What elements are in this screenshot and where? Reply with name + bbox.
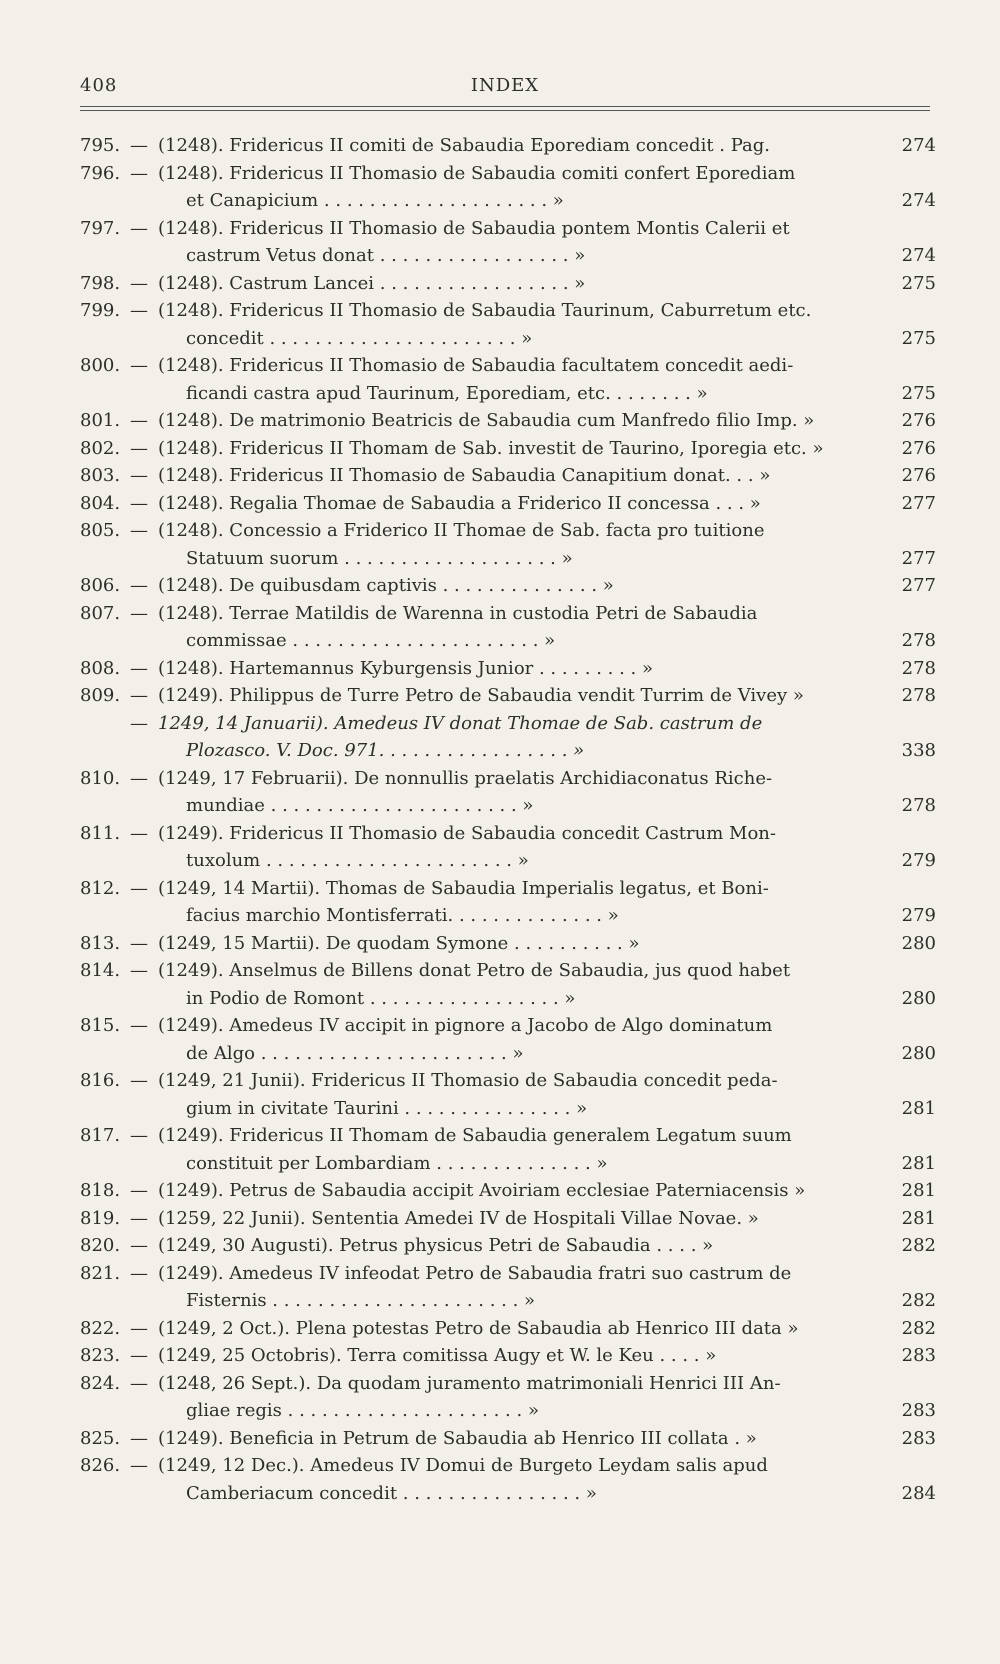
entry-text: [158, 160, 895, 215]
entry-text: [158, 132, 895, 160]
entry-line-1: (1249). Petrus de Sabaudia accipit Avoiriam ecclesiae Paterniacensis »: [158, 1180, 806, 1201]
entry-line-1: (1248). Hartemannus Kyburgensis Junior . . . . . . . . . »: [158, 657, 653, 679]
entry-text-wrap: [158, 1232, 895, 1260]
entry-number: 798.: [80, 272, 121, 294]
entry-text: [158, 1452, 895, 1507]
entry-page-ref: [896, 132, 936, 160]
entry-dash: —: [130, 1455, 148, 1476]
index-entry: [0, 435, 1000, 463]
entry-page-number: 280: [901, 1042, 936, 1064]
entry-text: [158, 1370, 895, 1425]
entry-text-wrap: [158, 435, 895, 463]
entry-number: 819.: [80, 1207, 121, 1229]
index-entry: [0, 270, 1000, 298]
entry-line-1: (1248). Regalia Thomae de Sabaudia a Friderico II concessa . . . »: [158, 492, 761, 514]
entry-text-wrap: [158, 1425, 895, 1453]
page-header: [80, 75, 930, 103]
entry-page-ref: [896, 270, 936, 298]
entry-page-number: 276: [901, 465, 936, 486]
index-entry: [0, 352, 1000, 407]
entry-line-1: (1249, 30 Augusti). Petrus physicus Petri de Sabaudia . . . . »: [158, 1235, 714, 1256]
entry-text: [158, 1425, 895, 1453]
entry-line-1: (1249). Amedeus IV accipit in pignore a Jacobo de Algo dominatum: [158, 1015, 773, 1036]
index-entry: [0, 462, 1000, 490]
entry-dash: —: [130, 1262, 148, 1284]
entry-dash: —: [130, 1235, 148, 1256]
index-entry: [0, 1342, 1000, 1370]
index-entry: [0, 297, 1000, 352]
entry-number: 809.: [80, 685, 121, 706]
entry-line-1: (1249). Fridericus II Thomam de Sabaudia generalem Legatum suum: [158, 1125, 792, 1146]
entry-text-wrap: [158, 407, 895, 435]
entry-line-2: mundiae . . . . . . . . . . . . . . . . . . . . . . »: [186, 795, 534, 816]
entry-page-number: 276: [901, 410, 936, 431]
entry-number: 811.: [80, 822, 121, 844]
index-entry: [0, 957, 1000, 1012]
entry-number: 808.: [80, 657, 121, 679]
entry-line-1: (1249). Fridericus II Thomasio de Sabaudia concedit Castrum Mon-: [158, 822, 776, 844]
entry-page-number: 279: [901, 905, 936, 926]
entry-text: [158, 270, 895, 298]
entry-text: [158, 765, 895, 820]
entry-text-wrap: [158, 490, 895, 518]
entry-text: [158, 600, 895, 655]
entry-text-wrap: [158, 132, 895, 160]
entry-text-wrap: [158, 600, 895, 655]
entry-line-1: (1259, 22 Junii). Sententia Amedei IV de Hospitali Villae Novae. »: [158, 1207, 759, 1229]
entry-line-2: de Algo . . . . . . . . . . . . . . . . . . . . . . »: [186, 1042, 524, 1064]
index-entries: [0, 132, 1000, 1507]
entry-text-wrap: [158, 1370, 895, 1425]
entry-dash: —: [130, 465, 148, 486]
entry-dash: —: [130, 1070, 148, 1091]
entry-page-ref: [896, 1425, 936, 1453]
entry-number: 797.: [80, 217, 121, 239]
index-entry: [0, 1122, 1000, 1177]
entry-number: 825.: [80, 1427, 121, 1449]
entry-text: [158, 820, 895, 875]
entry-line-1: (1249, 12 Dec.). Amedeus IV Domui de Burgeto Leydam salis apud: [158, 1455, 768, 1476]
entry-dash: —: [130, 1015, 148, 1036]
index-entry: [0, 1232, 1000, 1260]
entry-number: 815.: [80, 1015, 121, 1036]
entry-text: [158, 1260, 895, 1315]
entry-number: 803.: [80, 465, 121, 486]
entry-number: 822.: [80, 1317, 121, 1339]
index-entry: [0, 160, 1000, 215]
entry-text: [158, 215, 895, 270]
entry-text: [158, 1067, 895, 1122]
entry-page-number: 281: [901, 1180, 936, 1201]
entry-line-1: (1248). Concessio a Friderico II Thomae de Sab. facta pro tuitione: [158, 520, 765, 541]
entry-line-1: (1249, 15 Martii). De quodam Symone . . . . . . . . . . »: [158, 932, 640, 954]
entry-page-ref: [896, 1095, 936, 1123]
entry-page-ref: [896, 462, 936, 490]
entry-page-ref: [896, 490, 936, 518]
entry-page-ref: [896, 435, 936, 463]
index-entry: [0, 1425, 1000, 1453]
entry-number: 823.: [80, 1345, 121, 1366]
entry-number: 821.: [80, 1262, 121, 1284]
entry-page-number: 275: [901, 272, 936, 294]
entry-number: 801.: [80, 410, 121, 431]
entry-page-number: 278: [901, 685, 936, 706]
entry-page-number: 281: [901, 1097, 936, 1119]
entry-dash: —: [130, 602, 148, 624]
entry-text-wrap: [158, 820, 895, 875]
entry-text: [158, 297, 895, 352]
entry-number: 800.: [80, 355, 121, 376]
entry-page-number: 282: [901, 1235, 936, 1256]
entry-page-ref: [896, 545, 936, 573]
entry-text-wrap: [158, 1452, 895, 1507]
entry-line-2: concedit . . . . . . . . . . . . . . . . . . . . . . »: [186, 327, 533, 349]
index-entry: [0, 490, 1000, 518]
entry-page-ref: [896, 1232, 936, 1260]
entry-page-ref: [896, 930, 936, 958]
entry-text-wrap: [158, 1177, 895, 1205]
entry-number: 816.: [80, 1070, 121, 1091]
index-entry: [0, 1452, 1000, 1507]
index-entry: [0, 1260, 1000, 1315]
index-entry: [0, 517, 1000, 572]
entry-text: [158, 875, 895, 930]
entry-page-ref: [896, 682, 936, 710]
entry-dash: —: [130, 575, 148, 596]
entry-page-ref: [896, 380, 936, 408]
entry-page-number: 275: [901, 382, 936, 404]
entry-page-number: 277: [901, 575, 936, 596]
index-entry: [0, 572, 1000, 600]
index-entry: [0, 407, 1000, 435]
page-title: INDEX: [470, 75, 540, 96]
entry-page-number: 280: [901, 987, 936, 1009]
entry-line-1: (1249). Philippus de Turre Petro de Sabaudia vendit Turrim de Vivey »: [158, 685, 804, 706]
entry-dash: —: [130, 1317, 148, 1339]
entry-number: 824.: [80, 1372, 121, 1394]
entry-page-ref: [896, 627, 936, 655]
entry-line-2: Statuum suorum . . . . . . . . . . . . . . . . . . . »: [186, 547, 573, 569]
entry-text: [158, 1205, 895, 1233]
entry-line-1: (1249, 21 Junii). Fridericus II Thomasio de Sabaudia concedit peda-: [158, 1070, 778, 1091]
entry-dash: —: [130, 520, 148, 541]
entry-line-2: castrum Vetus donat . . . . . . . . . . . . . . . . . »: [186, 245, 586, 266]
entry-number: 817.: [80, 1125, 121, 1146]
entry-number: 812.: [80, 877, 121, 899]
page-number: 408: [80, 75, 118, 96]
entry-dash: —: [130, 492, 148, 514]
entry-dash: —: [130, 767, 148, 789]
entry-page-ref: [896, 847, 936, 875]
entry-text-wrap: [158, 270, 895, 298]
entry-page-ref: [896, 187, 936, 215]
entry-text: [158, 572, 895, 600]
entry-dash: —: [130, 437, 148, 459]
index-entry: [0, 600, 1000, 655]
entry-line-1: (1248). Fridericus II Thomam de Sab. investit de Taurino, Iporegia etc. »: [158, 437, 824, 459]
entry-dash: —: [130, 877, 148, 899]
entry-number: 799.: [80, 300, 121, 321]
entry-page-ref: [896, 985, 936, 1013]
entry-page-number: 274: [901, 135, 936, 156]
entry-dash: —: [130, 657, 148, 679]
entry-text-wrap: [158, 1205, 895, 1233]
entry-line-2: Plozasco. V. Doc. 971. . . . . . . . . . . . . . . . . »: [186, 740, 585, 761]
entry-text: [158, 1315, 895, 1343]
entry-line-1: (1248). De quibusdam captivis . . . . . . . . . . . . . . »: [158, 575, 614, 596]
header-rule-top: [80, 106, 930, 107]
entry-dash: —: [130, 1207, 148, 1229]
entry-line-1: (1248). Fridericus II comiti de Sabaudia Eporediam concedit . Pag.: [158, 135, 771, 156]
entry-page-number: 338: [901, 740, 936, 761]
entry-text: [158, 1342, 895, 1370]
header-rule-bottom: [80, 110, 930, 111]
entry-text: [158, 352, 895, 407]
entry-text-wrap: [158, 930, 895, 958]
entry-line-2: Camberiacum concedit . . . . . . . . . . . . . . . . »: [186, 1482, 597, 1504]
index-entry: [0, 765, 1000, 820]
entry-text: [158, 930, 895, 958]
entry-number: 806.: [80, 575, 121, 596]
index-entry: [0, 215, 1000, 270]
entry-page-number: 277: [901, 547, 936, 569]
entry-page-ref: [896, 1040, 936, 1068]
entry-line-1: (1248). Terrae Matildis de Warenna in custodia Petri de Sabaudia: [158, 602, 758, 624]
entry-page-ref: [896, 325, 936, 353]
entry-dash: —: [130, 822, 148, 844]
entry-text: [158, 957, 895, 1012]
entry-page-ref: [896, 1150, 936, 1178]
entry-page-ref: [896, 1342, 936, 1370]
entry-line-2: ficandi castra apud Taurinum, Eporediam, etc. . . . . . . . »: [186, 382, 708, 404]
entry-page-ref: [896, 1177, 936, 1205]
entry-number: 810.: [80, 767, 121, 789]
entry-page-number: 283: [901, 1427, 936, 1449]
entry-line-2: gium in civitate Taurini . . . . . . . . . . . . . . . »: [186, 1097, 588, 1119]
entry-page-ref: [896, 1397, 936, 1425]
entry-line-2: et Canapicium . . . . . . . . . . . . . . . . . . . . »: [186, 190, 564, 211]
entry-number: 796.: [80, 162, 121, 184]
entry-text: [158, 1122, 895, 1177]
entry-text: [158, 490, 895, 518]
entry-line-2: tuxolum . . . . . . . . . . . . . . . . . . . . . . »: [186, 850, 529, 871]
index-entry: [0, 1315, 1000, 1343]
entry-number: 804.: [80, 492, 121, 514]
entry-text-wrap: [158, 710, 895, 765]
entry-dash: —: [130, 1372, 148, 1394]
entry-text-wrap: [158, 765, 895, 820]
entry-number: 826.: [80, 1455, 121, 1476]
entry-text-wrap: [158, 1260, 895, 1315]
entry-page-ref: [896, 407, 936, 435]
entry-page-ref: [896, 572, 936, 600]
entry-text: [158, 435, 895, 463]
entry-page-number: 282: [901, 1317, 936, 1339]
entry-page-number: 284: [901, 1482, 936, 1504]
entry-page-number: 274: [901, 190, 936, 211]
entry-dash: —: [130, 1180, 148, 1201]
entry-line-1: (1249). Anselmus de Billens donat Petro de Sabaudia, jus quod habet: [158, 960, 791, 981]
entry-page-number: 278: [901, 795, 936, 816]
entry-line-1: (1248). Castrum Lancei . . . . . . . . . . . . . . . . . »: [158, 272, 586, 294]
entry-line-2: constituit per Lombardiam . . . . . . . . . . . . . . »: [186, 1152, 608, 1174]
entry-dash: —: [130, 355, 148, 376]
index-entry: [0, 710, 1000, 765]
entry-page-number: 280: [901, 932, 936, 954]
index-entry: [0, 655, 1000, 683]
entry-dash: —: [130, 410, 148, 431]
entry-text-wrap: [158, 462, 895, 490]
entry-line-1: (1249, 14 Martii). Thomas de Sabaudia Imperialis legatus, et Boni-: [158, 877, 769, 899]
entry-page-number: 279: [901, 850, 936, 871]
entry-text-wrap: [158, 1315, 895, 1343]
entry-dash: —: [130, 932, 148, 954]
entry-text-wrap: [158, 160, 895, 215]
entry-text: [158, 710, 895, 765]
entry-number: 813.: [80, 932, 121, 954]
entry-text: [158, 407, 895, 435]
entry-text-wrap: [158, 215, 895, 270]
entry-text: [158, 462, 895, 490]
entry-page-number: 281: [901, 1152, 936, 1174]
entry-line-1: (1249). Beneficia in Petrum de Sabaudia ab Henrico III collata . »: [158, 1427, 757, 1449]
entry-number: 820.: [80, 1235, 121, 1256]
entry-number: 818.: [80, 1180, 121, 1201]
entry-page-ref: [896, 902, 936, 930]
entry-dash: —: [130, 162, 148, 184]
entry-dash: —: [130, 1427, 148, 1449]
entry-page-number: 283: [901, 1345, 936, 1366]
entry-text: [158, 517, 895, 572]
entry-text: [158, 1232, 895, 1260]
entry-page-number: 278: [901, 657, 936, 679]
entry-number: 795.: [80, 135, 121, 156]
entry-text-wrap: [158, 517, 895, 572]
entry-text-wrap: [158, 1012, 895, 1067]
entry-text-wrap: [158, 572, 895, 600]
entry-page-ref: [896, 737, 936, 765]
entry-page-number: 282: [901, 1290, 936, 1311]
entry-line-1: (1249, 17 Februarii). De nonnullis praelatis Archidiaconatus Riche-: [158, 767, 773, 789]
index-entry: [0, 820, 1000, 875]
entry-page-ref: [896, 1205, 936, 1233]
entry-page-number: 277: [901, 492, 936, 514]
entry-dash: —: [130, 1125, 148, 1146]
entry-text-wrap: [158, 297, 895, 352]
entry-number: 802.: [80, 437, 121, 459]
entry-page-ref: [896, 1315, 936, 1343]
entry-line-1: (1249, 25 Octobris). Terra comitissa Augy et W. le Keu . . . . »: [158, 1345, 717, 1366]
entry-text-wrap: [158, 682, 895, 710]
entry-dash: —: [130, 135, 148, 156]
entry-page-ref: [896, 655, 936, 683]
entry-text-wrap: [158, 875, 895, 930]
index-entry: [0, 875, 1000, 930]
entry-line-1: (1248, 26 Sept.). Da quodam juramento matrimoniali Henrici III An-: [158, 1372, 781, 1394]
entry-page-ref: [896, 242, 936, 270]
entry-dash: —: [130, 960, 148, 981]
entry-line-2: commissae . . . . . . . . . . . . . . . . . . . . . . »: [186, 630, 556, 651]
entry-text-wrap: [158, 352, 895, 407]
entry-line-2: in Podio de Romont . . . . . . . . . . . . . . . . . »: [186, 987, 576, 1009]
index-entry: [0, 1370, 1000, 1425]
index-entry: [0, 682, 1000, 710]
entry-dash: —: [130, 1345, 148, 1366]
entry-dash: —: [130, 217, 148, 239]
entry-text: [158, 682, 895, 710]
entry-text-wrap: [158, 1122, 895, 1177]
entry-text: [158, 655, 895, 683]
entry-number: 805.: [80, 520, 121, 541]
entry-page-ref: [896, 1287, 936, 1315]
entry-line-2: gliae regis . . . . . . . . . . . . . . . . . . . . . »: [186, 1400, 539, 1421]
entry-text: [158, 1177, 895, 1205]
index-entry: [0, 930, 1000, 958]
entry-line-1: (1248). Fridericus II Thomasio de Sabaudia pontem Montis Calerii et: [158, 217, 790, 239]
entry-dash: —: [130, 685, 148, 706]
entry-dash: —: [130, 712, 148, 734]
index-entry: [0, 1067, 1000, 1122]
entry-page-number: 276: [901, 437, 936, 459]
entry-text: [158, 1012, 895, 1067]
entry-line-2: facius marchio Montisferrati. . . . . . . . . . . . . . »: [186, 905, 619, 926]
entry-dash: —: [130, 272, 148, 294]
entry-number: 807.: [80, 602, 121, 624]
entry-page-number: 278: [901, 630, 936, 651]
entry-line-1: (1248). Fridericus II Thomasio de Sabaudia comiti confert Eporediam: [158, 162, 796, 184]
index-entry: [0, 1177, 1000, 1205]
entry-page-ref: [896, 1480, 936, 1508]
entry-line-1: (1248). Fridericus II Thomasio de Sabaudia facultatem concedit aedi-: [158, 355, 794, 376]
entry-page-number: 281: [901, 1207, 936, 1229]
entry-page-number: 275: [901, 327, 936, 349]
entry-line-1: (1248). Fridericus II Thomasio de Sabaudia Taurinum, Caburretum etc.: [158, 300, 812, 321]
entry-line-1: (1249). Amedeus IV infeodat Petro de Sabaudia fratri suo castrum de: [158, 1262, 792, 1284]
entry-text-wrap: [158, 1067, 895, 1122]
entry-page-number: 283: [901, 1400, 936, 1421]
entry-line-1: (1248). De matrimonio Beatricis de Sabaudia cum Manfredo filio Imp. »: [158, 410, 815, 431]
entry-line-2: Fisternis . . . . . . . . . . . . . . . . . . . . . . »: [186, 1290, 536, 1311]
entry-text-wrap: [158, 655, 895, 683]
entry-line-1: (1248). Fridericus II Thomasio de Sabaudia Canapitium donat. . . »: [158, 465, 771, 486]
entry-dash: —: [130, 300, 148, 321]
entry-text-wrap: [158, 1342, 895, 1370]
entry-line-1: (1249, 2 Oct.). Plena potestas Petro de Sabaudia ab Henrico III data »: [158, 1317, 799, 1339]
index-entry: [0, 1012, 1000, 1067]
entry-number: 814.: [80, 960, 121, 981]
entry-page-number: 274: [901, 245, 936, 266]
entry-page-ref: [896, 792, 936, 820]
index-entry: [0, 132, 1000, 160]
entry-text-wrap: [158, 957, 895, 1012]
entry-line-1: 1249, 14 Januarii). Amedeus IV donat Thomae de Sab. castrum de: [158, 712, 763, 734]
index-entry: [0, 1205, 1000, 1233]
